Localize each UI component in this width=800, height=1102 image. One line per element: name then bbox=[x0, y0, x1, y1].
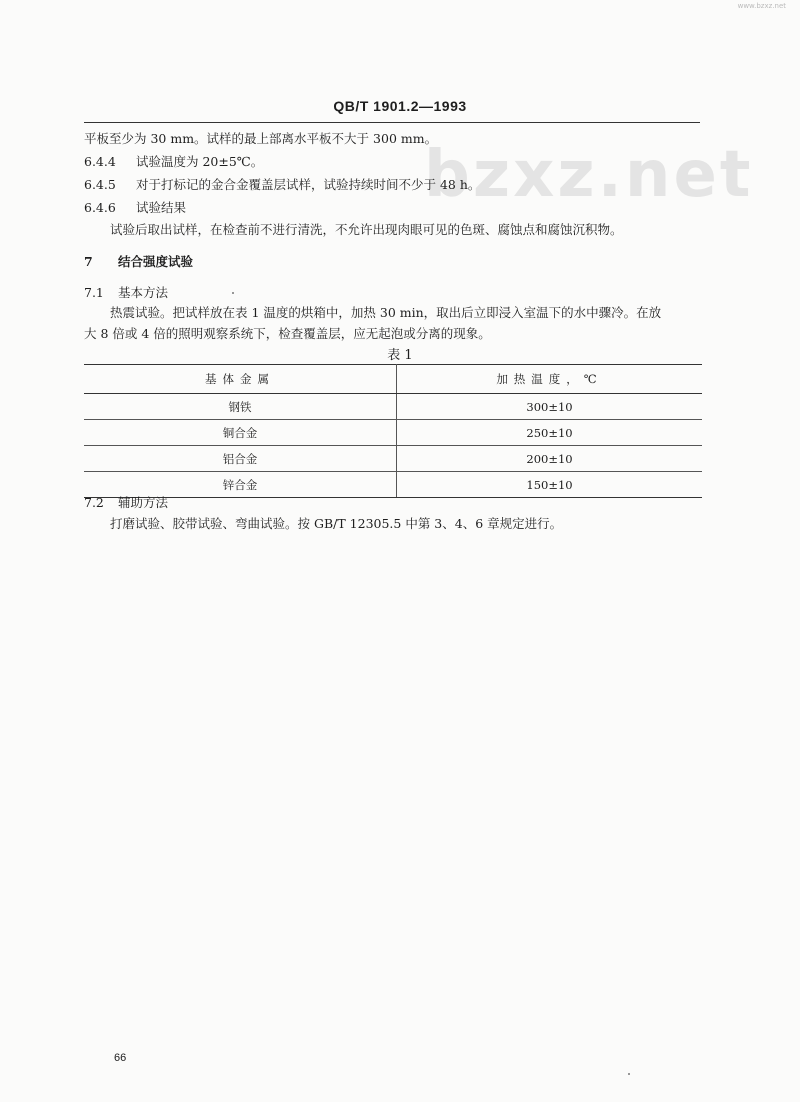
page-header-standard-number: QB/T 1901.2—1993 bbox=[333, 98, 467, 114]
clause-number: 7.1 bbox=[84, 285, 104, 300]
watermark: bzxz.net bbox=[424, 138, 754, 212]
scan-speck bbox=[628, 1073, 630, 1075]
clause-6-4-6 bbox=[84, 199, 186, 217]
clause-7-2-heading bbox=[84, 494, 168, 512]
clause-number: 6.4.5 bbox=[84, 177, 116, 192]
section-title: 结合强度试验 bbox=[118, 254, 194, 269]
clause-7-1-body-line2: 大 8 倍或 4 倍的照明观察系统下，检查覆盖层，应无起泡或分离的现象。 bbox=[84, 326, 491, 341]
clause-text: 试验温度为 20±5℃。 bbox=[136, 154, 264, 169]
table-cell-metal: 锌合金 bbox=[84, 472, 397, 498]
table-row bbox=[84, 394, 702, 420]
table-cell-temp: 150±10 bbox=[397, 472, 703, 498]
clause-6-4-4 bbox=[84, 153, 263, 171]
table-row bbox=[84, 472, 702, 498]
corner-watermark-text: www.bzxz.net bbox=[737, 2, 786, 10]
clause-number: 6.4.4 bbox=[84, 154, 116, 169]
header-rule bbox=[84, 122, 700, 123]
clause-7-1-body-line1: 热震试验。把试样放在表 1 温度的烘箱中，加热 30 min，取出后立即浸入室温下的水中骤冷。在放 bbox=[110, 305, 662, 320]
clause-7-2-body: 打磨试验、胶带试验、弯曲试验。按 GB/T 12305.5 中第 3、4、6 章规定进行。 bbox=[110, 516, 563, 531]
clause-text: 对于打标记的金合金覆盖层试样，试验持续时间不少于 48 h。 bbox=[136, 177, 481, 192]
table-cell-temp: 300±10 bbox=[397, 394, 703, 420]
clause-title: 基本方法 bbox=[118, 285, 169, 300]
clause-6-4-5 bbox=[84, 176, 480, 194]
clause-number: 6.4.6 bbox=[84, 200, 116, 215]
section-7-heading bbox=[84, 253, 193, 271]
table-row bbox=[84, 420, 702, 446]
table-header-row bbox=[84, 365, 702, 394]
table-cell-metal: 铜合金 bbox=[84, 420, 397, 446]
table-1 bbox=[84, 364, 702, 498]
table-cell-metal: 钢铁 bbox=[84, 394, 397, 420]
clause-text: 试验结果 bbox=[136, 200, 187, 215]
section-number: 7 bbox=[84, 254, 93, 269]
table-header-heating-temp: 加热温度，℃ bbox=[397, 365, 703, 394]
table-cell-temp: 200±10 bbox=[397, 446, 703, 472]
continued-paragraph: 平板至少为 30 mm。试样的最上部离水平板不大于 300 mm。 bbox=[84, 131, 438, 146]
page-number: 66 bbox=[114, 1052, 127, 1064]
clause-7-1-heading bbox=[84, 284, 168, 302]
table-cell-metal: 铝合金 bbox=[84, 446, 397, 472]
table-header-base-metal: 基体金属 bbox=[84, 365, 397, 394]
clause-title: 辅助方法 bbox=[118, 495, 169, 510]
clause-number: 7.2 bbox=[84, 495, 104, 510]
clause-6-4-6-body: 试验后取出试样，在检查前不进行清洗，不允许出现肉眼可见的色斑、腐蚀点和腐蚀沉积物。 bbox=[110, 222, 623, 237]
table-row bbox=[84, 446, 702, 472]
scan-speck bbox=[232, 292, 234, 294]
table-1-caption: 表 1 bbox=[387, 348, 413, 363]
table-cell-temp: 250±10 bbox=[397, 420, 703, 446]
